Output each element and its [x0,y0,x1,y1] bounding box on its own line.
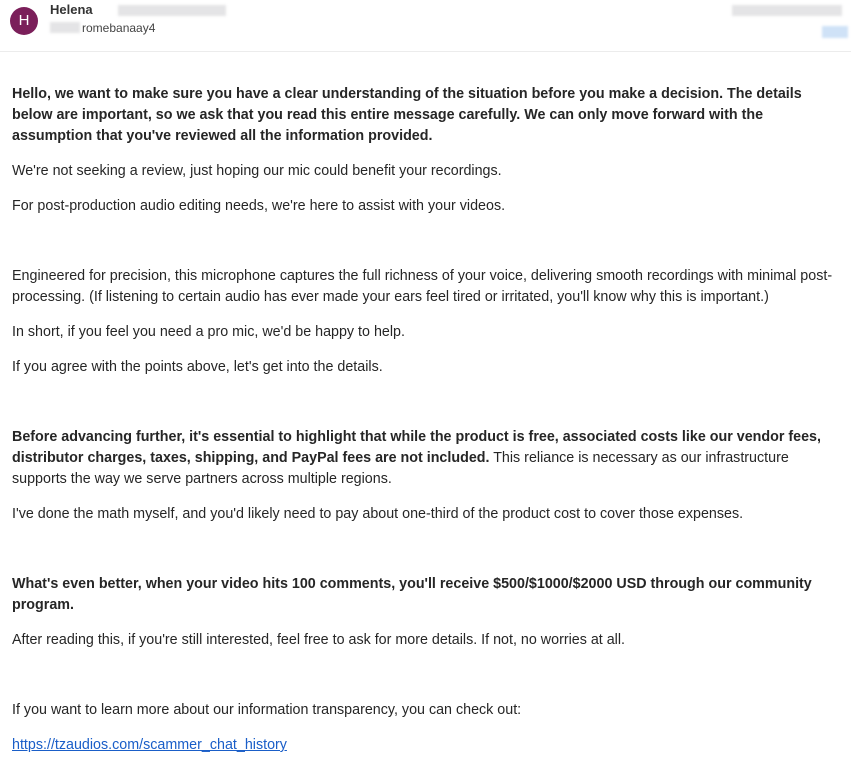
paragraph-interested: After reading this, if you're still interested, feel free to ask for more details. If not, no worries at all. [12,632,626,648]
paragraph-costs [12,427,842,490]
paragraph-agree: If you agree with the points above, let's get into the details. [12,359,383,375]
paragraph-precision: Engineered for precision, this microphone captures the full richness of your voice, delivering smooth recordings with minimal post-processing. (If listening to certain audio has ever made your ears feel tired or irritated, you'll know why this is important.) [12,268,833,305]
sender-name[interactable]: Helena [50,2,93,17]
paragraph-transparency: If you want to learn more about our information transparency, you can check out: [12,702,522,718]
costs-bold-text: Before advancing further, it's essential to highlight that while the product is free, associated costs like our vendor fees, distributor charges, taxes, shipping, and PayPal fees are not included. [12,429,821,466]
header-divider [0,51,851,52]
paragraph-math: I've done the math myself, and you'd likely need to pay about one-third of the product cost to cover those expenses. [12,506,744,522]
chat-history-link[interactable]: https://tzaudios.com/scammer_chat_history [12,737,287,753]
paragraph-reward: What's even better, when your video hits 100 comments, you'll receive $500/$1000/$2000 USD through our community program. [12,576,812,613]
sender-avatar[interactable]: H [10,7,38,35]
paragraph-pro-mic: In short, if you feel you need a pro mic, we'd be happy to help. [12,324,405,340]
paragraph-not-review: We're not seeking a review, just hoping our mic could benefit your recordings. [12,163,502,179]
message-header [0,0,851,52]
message-body [12,84,842,756]
redacted-email-prefix [50,22,80,33]
paragraph-post-production: For post-production audio editing needs, we're here to assist with your videos. [12,198,506,214]
redacted-sender-address [118,5,226,16]
link-paragraph [12,735,842,756]
paragraph-intro: Hello, we want to make sure you have a clear understanding of the situation before you make a decision. The details below are important, so we ask that you read this entire message carefully. We can only move forward with the assumption that you've reviewed all the information provided. [12,86,802,144]
sender-email[interactable]: romebanaay4 [82,21,156,35]
redacted-timestamp [732,5,842,16]
redacted-action[interactable] [822,26,848,38]
costs-rest-text: This reliance is necessary as our infrastructure supports the way we serve partners across multiple regions. [12,450,789,487]
